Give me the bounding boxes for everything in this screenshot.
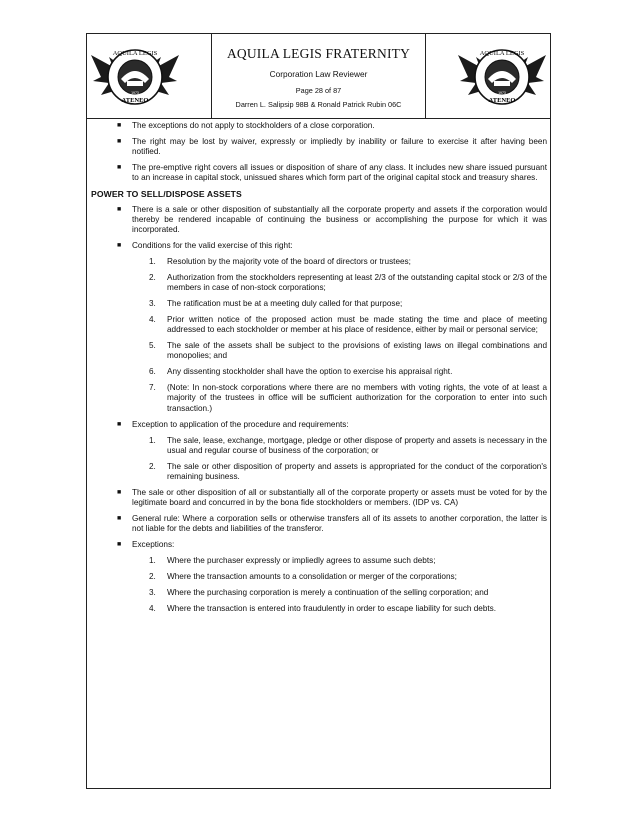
numbered-item xyxy=(89,273,547,294)
bullet-item xyxy=(89,241,547,251)
numbered-item xyxy=(89,383,547,414)
bullet-text: There is a sale or other disposition of substantially all the corporate property and assets if the corporation would thereby be rendered incapable of continuing the business or accomplishing the purpose for which it was incorporated. xyxy=(132,204,547,235)
seal-text-bottom: ATENEO xyxy=(488,97,516,104)
bullet-item xyxy=(89,163,547,184)
numbered-item xyxy=(89,462,547,483)
bullet-item xyxy=(89,205,547,236)
square-bullet-icon: ■ xyxy=(117,242,122,250)
item-text: Authorization from the stockholders representing at least 2/3 of the outstanding capital stock or 2/3 of the members in case of non-stock corporations; xyxy=(167,272,547,293)
bullet-item xyxy=(89,488,547,509)
document-body xyxy=(89,121,547,620)
item-number: 2. xyxy=(149,461,156,471)
header-authors: Darren L. Salipsip 98B & Ronald Patrick Rubin 06C xyxy=(235,100,402,109)
seal-text-top: AQUILA LEGIS xyxy=(112,50,158,57)
section-heading: POWER TO SELL/DISPOSE ASSETS xyxy=(91,189,242,200)
bullet-text: Exceptions: xyxy=(132,540,175,550)
item-text: The ratification must be at a meeting duly called for that purpose; xyxy=(167,299,403,309)
header-title: AQUILA LEGIS FRATERNITY xyxy=(226,46,411,61)
page-number: Page 28 of 87 xyxy=(295,86,342,95)
item-number: 3. xyxy=(149,587,156,597)
bullet-item xyxy=(89,540,547,550)
square-bullet-icon: ■ xyxy=(117,205,122,213)
item-number: 2. xyxy=(149,572,156,582)
numbered-item xyxy=(89,367,547,377)
item-number: 3. xyxy=(149,299,156,309)
numbered-item xyxy=(89,556,547,566)
item-number: 4. xyxy=(149,603,156,613)
item-number: 2. xyxy=(149,272,156,282)
numbered-item xyxy=(89,604,547,614)
item-number: 5. xyxy=(149,341,156,351)
numbered-item xyxy=(89,436,547,457)
bullet-item xyxy=(89,137,547,158)
seal-year: 1973 xyxy=(131,91,139,95)
item-text: Prior written notice of the proposed action must be made stating the time and place of meeting addressed to each stockholder or member at his place of residence, either by mail or personal service; xyxy=(167,314,547,335)
numbered-item xyxy=(89,299,547,309)
header-center xyxy=(211,33,426,119)
item-text: Resolution by the majority vote of the board of directors or trustees; xyxy=(167,256,411,266)
bullet-item xyxy=(89,121,547,131)
bullet-text: General rule: Where a corporation sells or otherwise transfers all of its assets to another corporation, the latter is not liable for the debts and liabilities of the transferor. xyxy=(132,514,547,534)
bullet-text: The sale or other disposition of all or substantially all of the corporate property or assets must be voted for by the legitimate board and concurred in by the bona fide stockholders or members. (IDP vs. CA) xyxy=(132,487,547,508)
item-number: 6. xyxy=(149,367,156,377)
numbered-item xyxy=(89,572,547,582)
item-text: The sale of the assets shall be subject to the provisions of existing laws on illegal combinations and monopolies; and xyxy=(167,341,547,361)
item-number: 1. xyxy=(149,435,156,445)
fraternity-seal-logo xyxy=(456,37,548,115)
square-bullet-icon: ■ xyxy=(117,137,122,145)
square-bullet-icon: ■ xyxy=(117,122,122,129)
item-text: Where the purchaser expressly or impliedly agrees to assume such debts; xyxy=(167,556,436,566)
square-bullet-icon: ■ xyxy=(117,541,122,549)
document-header xyxy=(86,33,551,119)
header-subtitle: Corporation Law Reviewer xyxy=(269,69,368,79)
seal-text-top: AQUILA LEGIS xyxy=(479,50,525,57)
bullet-text: Conditions for the valid exercise of this right: xyxy=(132,241,293,251)
square-bullet-icon: ■ xyxy=(117,515,122,523)
item-number: 7. xyxy=(149,383,156,393)
item-text: Where the transaction amounts to a consolidation or merger of the corporations; xyxy=(167,572,457,582)
numbered-item xyxy=(89,341,547,362)
bullet-item xyxy=(89,420,547,430)
item-text: (Note: In non-stock corporations where there are no members with voting rights, the vote of at least a majority of the trustees in office will be sufficient authorization for the corporation to enter into such transaction.) xyxy=(167,383,547,413)
seal-text-bottom: ATENEO xyxy=(121,97,149,104)
bullet-item xyxy=(89,514,547,535)
bullet-text: The right may be lost by waiver, expressly or impliedly by inability or failure to exercise it after having been notified. xyxy=(132,136,547,157)
bullet-text: The pre-emptive right covers all issues or disposition of share of any class. It includes new share issued pursuant to an increase in capital stock, unissued shares which form part of the original capital stock and treasury shares. xyxy=(132,163,547,183)
square-bullet-icon: ■ xyxy=(117,164,122,172)
item-text: Any dissenting stockholder shall have the option to exercise his appraisal right. xyxy=(167,367,453,377)
seal-year: 1973 xyxy=(498,91,506,95)
square-bullet-icon: ■ xyxy=(117,420,122,428)
numbered-item xyxy=(89,257,547,267)
bullet-text: The exceptions do not apply to stockholders of a close corporation. xyxy=(132,121,375,130)
numbered-item xyxy=(89,315,547,336)
numbered-item xyxy=(89,588,547,598)
square-bullet-icon: ■ xyxy=(117,488,122,496)
item-text: Where the purchasing corporation is merely a continuation of the selling corporation; and xyxy=(167,587,489,597)
fraternity-seal-logo xyxy=(89,37,181,115)
bullet-text: Exception to application of the procedure and requirements: xyxy=(132,419,349,429)
item-text: The sale or other disposition of property and assets is appropriated for the conduct of the corporation's remaining business. xyxy=(167,461,547,482)
item-text: The sale, lease, exchange, mortgage, pledge or other dispose of property and assets is necessary in the usual and regular course of business of the corporation; or xyxy=(167,435,547,455)
item-number: 1. xyxy=(149,556,156,566)
item-text: Where the transaction is entered into fraudulently in order to escape liability for such debts. xyxy=(167,603,497,613)
item-number: 1. xyxy=(149,256,156,266)
item-number: 4. xyxy=(149,314,156,324)
